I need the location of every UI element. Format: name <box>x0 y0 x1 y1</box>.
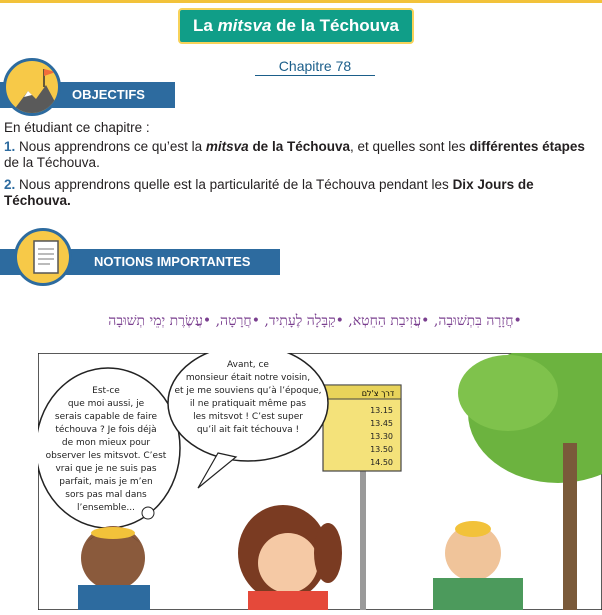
svg-text:Est-ce: Est-ce <box>92 386 120 396</box>
comic-scene <box>38 353 602 610</box>
chapter-label: Chapitre 78 <box>278 58 352 74</box>
sign-row: 13.15 <box>370 406 393 415</box>
objective-item-1: 1. Nous apprendrons ce qu’est la mitsva de la Téchouva, et quelles sont les différentes étapes de la Téchouva. <box>4 139 585 170</box>
objectives-heading: OBJECTIFS <box>72 87 145 102</box>
objective-item-2: 2. Nous apprendrons quelle est la particularité de la Téchouva pendant les Dix Jours de Téchouva. <box>4 177 534 208</box>
svg-text:parfait, mais je m’en: parfait, mais je m’en <box>59 477 153 487</box>
svg-text:les mitsvot ! C’est super: les mitsvot ! C’est super <box>193 412 303 422</box>
svg-text:vrai que je ne suis pas: vrai que je ne suis pas <box>55 464 157 474</box>
sign-row: 13.30 <box>370 432 393 441</box>
svg-text:téchouva ? Je fois déjà: téchouva ? Je fois déjà <box>55 425 157 435</box>
mountain-flag-icon <box>3 58 61 116</box>
document-icon <box>14 228 72 286</box>
svg-text:sors pas mal dans: sors pas mal dans <box>65 490 147 500</box>
svg-text:qu’il ait fait téchouva !: qu’il ait fait téchouva ! <box>196 425 300 435</box>
hebrew-terms: •חֲזָרָה בִּתְשׁוּבָה, •עֲזִיבַת הַחֵטְא, •קַבָּלָה לֶעָתִיד, •חֲרָטָה, •עֲשֶׂרֶת יְמֵי תְשׁוּבָה <box>108 313 522 329</box>
sign-row: 14.50 <box>370 458 393 467</box>
svg-text:de mon mieux pour: de mon mieux pour <box>61 438 151 448</box>
top-rule <box>0 0 602 3</box>
sign-row: 13.45 <box>370 419 393 428</box>
svg-text:serais capable de faire: serais capable de faire <box>54 412 158 422</box>
svg-text:observer les mitsvot. C’est: observer les mitsvot. C’est <box>45 451 167 461</box>
svg-text:que moi aussi, je: que moi aussi, je <box>67 399 145 409</box>
objectives-intro: En étudiant ce chapitre : <box>4 120 150 135</box>
notions-heading: NOTIONS IMPORTANTES <box>94 254 251 269</box>
svg-text:Avant, ce: Avant, ce <box>227 360 269 370</box>
svg-text:monsieur était notre voisin,: monsieur était notre voisin, <box>185 373 311 383</box>
svg-text:il ne pratiquait même pas: il ne pratiquait même pas <box>189 399 307 409</box>
chapter-underline <box>255 75 375 76</box>
sign-header: דרך צ'לם <box>361 389 395 398</box>
sign-row: 13.50 <box>370 445 393 454</box>
svg-text:l’ensemble...: l’ensemble... <box>77 503 135 513</box>
page-title: La mitsva de la Téchouva <box>178 8 414 44</box>
comic-illustration <box>38 353 602 610</box>
svg-text:et je me souviens qu’à l’époqu: et je me souviens qu’à l’époque, <box>174 386 322 396</box>
